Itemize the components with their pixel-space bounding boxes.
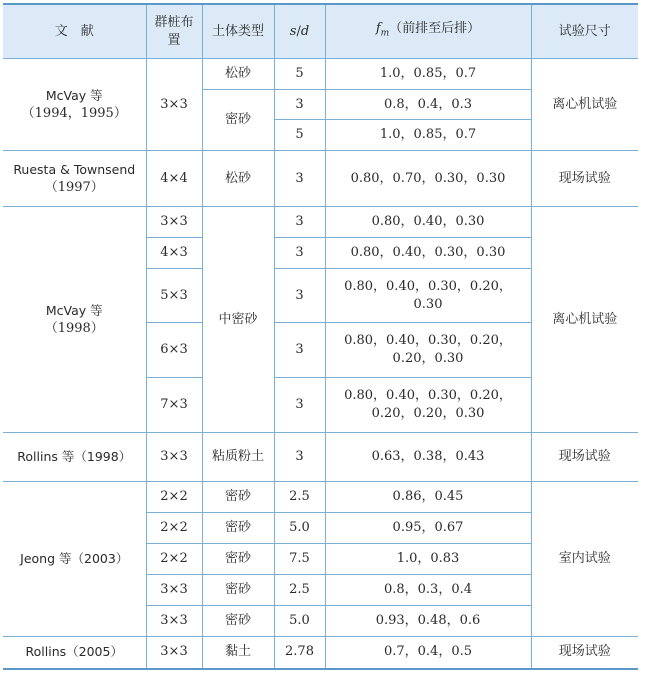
cell-fm: 0.80，0.40，0.30，0.30 (325, 238, 531, 269)
cell-fm: 0.8，0.3，0.4 (325, 575, 531, 606)
cell-soil: 密砂 (202, 90, 274, 151)
cell-fm: 0.80，0.40，0.30，0.20， 0.20，0.20，0.30 (325, 378, 531, 433)
cell-fm: 0.80，0.40，0.30 (325, 207, 531, 238)
cell-fm: 0.93，0.48，0.6 (325, 606, 531, 637)
cell-fm: 0.80，0.40，0.30，0.20， 0.30 (325, 269, 531, 323)
cell-fm: 1.0，0.85，0.7 (325, 120, 531, 151)
table-row (3, 433, 638, 482)
cell-sd: 3 (274, 151, 325, 207)
cell-test-scale: 离心机试验 (531, 59, 638, 151)
cell-test-scale: 现场试验 (531, 433, 638, 482)
cell-fm: 0.63，0.38，0.43 (325, 433, 531, 482)
cell-sd: 3 (274, 323, 325, 378)
table-row (3, 637, 638, 669)
cell-soil: 密砂 (202, 482, 274, 513)
cell-layout: 3×3 (146, 433, 202, 482)
cell-fm: 1.0，0.85，0.7 (325, 59, 531, 90)
cell-sd: 5.0 (274, 606, 325, 637)
table-row (3, 207, 638, 238)
cell-fm: 0.7，0.4，0.5 (325, 637, 531, 669)
cell-fm: 0.8，0.4，0.3 (325, 90, 531, 120)
table-row (3, 59, 638, 90)
cell-reference: McVay 等 （1994，1995） (3, 59, 146, 151)
header-spacing-ratio: s/d (274, 4, 325, 59)
cell-soil: 密砂 (202, 544, 274, 575)
cell-layout: 7×3 (146, 378, 202, 433)
cell-soil: 松砂 (202, 59, 274, 90)
cell-sd: 5.0 (274, 513, 325, 544)
cell-sd: 5 (274, 59, 325, 90)
cell-fm: 1.0，0.83 (325, 544, 531, 575)
cell-layout: 5×3 (146, 269, 202, 323)
cell-layout: 4×3 (146, 238, 202, 269)
cell-layout: 3×3 (146, 575, 202, 606)
cell-sd: 3 (274, 378, 325, 433)
cell-reference: Rollins（2005） (3, 637, 146, 669)
cell-layout: 3×3 (146, 59, 202, 151)
cell-test-scale: 现场试验 (531, 637, 638, 669)
cell-fm: 0.95，0.67 (325, 513, 531, 544)
cell-sd: 3 (274, 90, 325, 120)
cell-sd: 3 (274, 269, 325, 323)
cell-soil: 密砂 (202, 575, 274, 606)
cell-soil: 黏土 (202, 637, 274, 669)
cell-soil: 粘质粉土 (202, 433, 274, 482)
cell-soil: 密砂 (202, 606, 274, 637)
header-reference: 文 献 (3, 4, 146, 59)
cell-layout: 3×3 (146, 637, 202, 669)
cell-layout: 3×3 (146, 207, 202, 238)
header-pile-layout: 群桩布置 (146, 4, 202, 59)
cell-sd: 2.5 (274, 575, 325, 606)
cell-test-scale: 现场试验 (531, 151, 638, 207)
cell-sd: 3 (274, 433, 325, 482)
cell-sd: 3 (274, 207, 325, 238)
cell-layout: 6×3 (146, 323, 202, 378)
cell-reference: Jeong 等（2003） (3, 482, 146, 637)
cell-fm: 0.86，0.45 (325, 482, 531, 513)
header-soil-type: 土体类型 (202, 4, 274, 59)
cell-sd: 2.78 (274, 637, 325, 669)
cell-layout: 2×2 (146, 513, 202, 544)
cell-sd: 7.5 (274, 544, 325, 575)
cell-reference: Ruesta & Townsend （1997） (3, 151, 146, 207)
header-fm: $f_m$（前排至后排） (325, 4, 531, 59)
cell-sd: 2.5 (274, 482, 325, 513)
table-row (3, 482, 638, 513)
table-row (3, 151, 638, 207)
cell-test-scale: 离心机试验 (531, 207, 638, 433)
cell-layout: 2×2 (146, 544, 202, 575)
cell-sd: 3 (274, 238, 325, 269)
cell-soil: 松砂 (202, 151, 274, 207)
cell-test-scale: 室内试验 (531, 482, 638, 637)
cell-layout: 3×3 (146, 606, 202, 637)
cell-reference: McVay 等 （1998） (3, 207, 146, 433)
cell-soil: 密砂 (202, 513, 274, 544)
pile-group-table (3, 3, 638, 670)
cell-layout: 2×2 (146, 482, 202, 513)
table-header-row (3, 4, 638, 59)
cell-fm: 0.80，0.40，0.30，0.20， 0.20，0.30 (325, 323, 531, 378)
cell-layout: 4×4 (146, 151, 202, 207)
header-test-scale: 试验尺寸 (531, 4, 638, 59)
cell-soil: 中密砂 (202, 207, 274, 433)
cell-reference: Rollins 等（1998） (3, 433, 146, 482)
cell-fm: 0.80，0.70，0.30，0.30 (325, 151, 531, 207)
cell-sd: 5 (274, 120, 325, 151)
